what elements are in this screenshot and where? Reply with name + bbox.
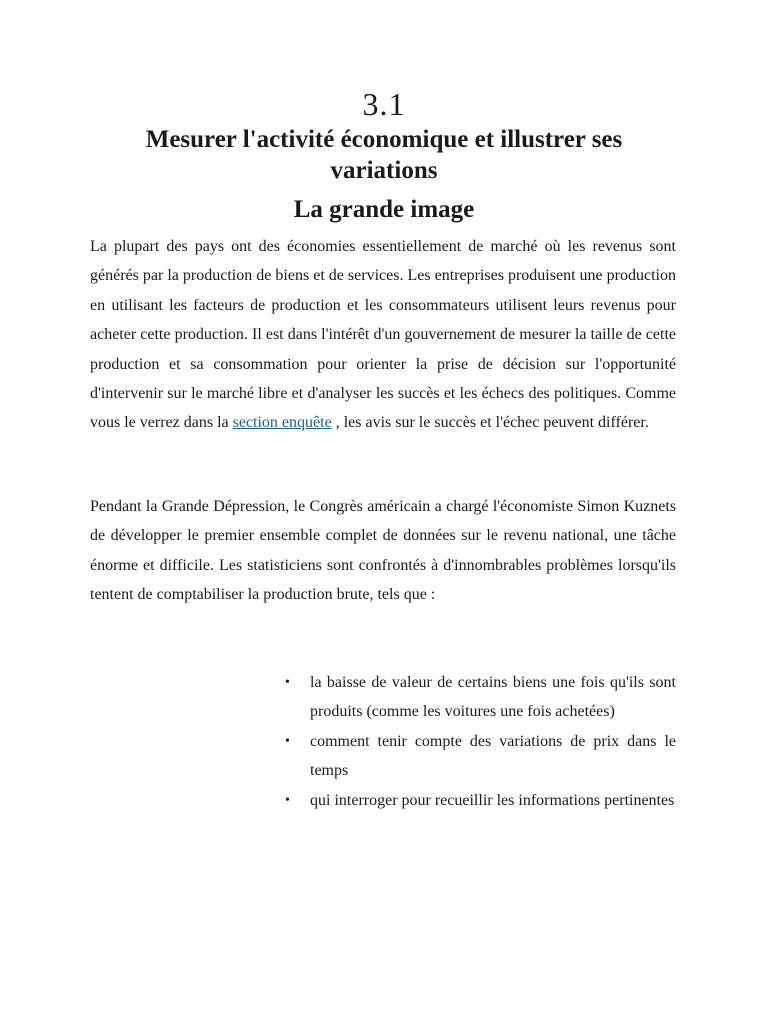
list-item-text: la baisse de valeur de certains biens une fois qu'ils sont produits (comme les voitures une fois achetées) (310, 674, 676, 721)
depression-paragraph: Pendant la Grande Dépression, le Congrès américain a chargé l'économiste Simon Kuznets de développer le premier ensemble complet de données sur le revenu national, une tâche énorme et difficile. Les statisticiens sont confrontés à d'innombrables problèmes lorsqu'ils tentent de comptabiliser la production brute, tels que : (90, 498, 676, 604)
page-title: Mesurer l'activité économique et illustrer ses variations (145, 126, 623, 184)
list-item-text: qui interroger pour recueillir les informations pertinentes (310, 791, 675, 809)
bullet-icon: • (285, 733, 290, 749)
section-subtitle: La grande image (293, 196, 475, 223)
intro-paragraph (90, 232, 676, 438)
list-item (283, 727, 676, 786)
section-enquete-link[interactable]: section enquête (232, 414, 332, 432)
bullet-icon: • (285, 792, 290, 808)
intro-text-after-link: , les avis sur le succès et l'échec peuvent différer. (331, 414, 649, 432)
section-number: 3.1 (362, 86, 406, 122)
bullet-icon: • (285, 675, 290, 690)
list-item (283, 668, 676, 727)
problems-list (283, 668, 676, 815)
list-item-text: comment tenir compte des variations de prix dans le temps (310, 732, 676, 780)
list-item (283, 786, 676, 815)
intro-text-before-link: La plupart des pays ont des économies essentiellement de marché où les revenus sont générés par la production de biens et de services. Les entreprises produisent une production en utilisant les facteurs de production et les consommateurs utilisent leurs revenus pour acheter cette production. Il est dans l'intérêt d'un gouvernement de mesurer la taille de cette production et sa consommation pour orienter la prise de décision sur l'opportunité d'intervenir sur le marché libre et d'analyser les succès et les échecs des politiques. Comme vous le verrez dans la (90, 238, 676, 432)
